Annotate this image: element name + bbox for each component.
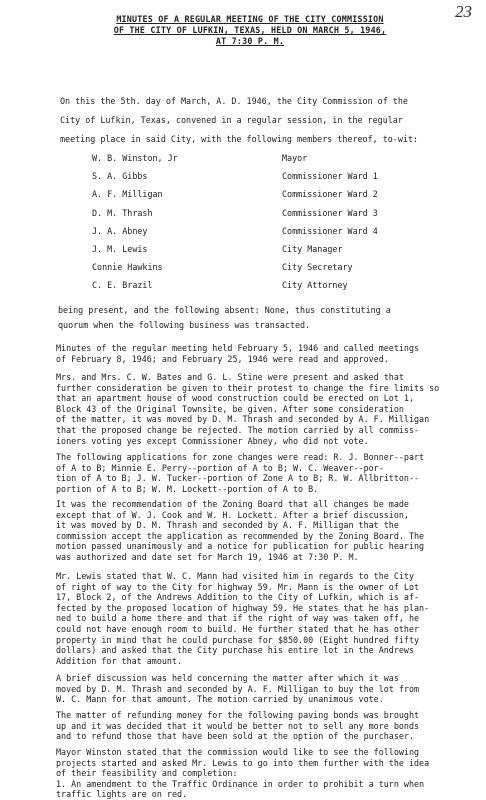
text-line: The following applications for zone changes were read: R. J. Bonner--part — [56, 452, 425, 462]
text-line: motion passed unanimously and a notice for publication for public hearing — [56, 541, 425, 552]
roster-row — [92, 279, 462, 297]
text-line: of February 8, 1946; and February 25, 1946 were read and approved. — [56, 353, 389, 364]
member-title: Mayor — [282, 153, 308, 163]
text-line: dollars) and asked that the City purchase his entire lot in the Andrews — [56, 645, 414, 656]
text-line: and to refund those that have been sold at the option of the purchaser. — [56, 731, 414, 742]
heading-line: MINUTES OF A REGULAR MEETING OF THE CITY COMMISSION — [116, 14, 384, 24]
text-line: Mrs. and Mrs. C. W. Bates and G. L. Stine were present and asked that — [56, 372, 404, 382]
member-title: City Attorney — [282, 280, 348, 291]
text-line: Addition for that amount. — [56, 655, 183, 666]
text-line: On this the 5th. day of March, A. D. 1946, the City Commission of the — [60, 96, 408, 106]
text-line: was authorized and date set for March 19, 1946 at 7:30 P. M. — [56, 551, 359, 562]
minutes-approval-paragraph — [56, 343, 474, 364]
text-line: except that of W. J. Cook and W. H. Lockett. After a brief discussion, — [56, 509, 409, 520]
text-line: ned to build a home there and that if the right of way was taken off, he — [56, 613, 420, 624]
heading-line: OF THE CITY OF LUFKIN, TEXAS, HELD ON MARCH 5, 1946, — [113, 25, 387, 35]
member-name: A. F. Milligan — [92, 189, 163, 200]
text-line: Block 43 of the Original Townsite, be given. After some consideration — [56, 403, 404, 414]
roster-row — [92, 243, 462, 261]
member-name: S. A. Gibbs — [92, 171, 148, 182]
heading-line: AT 7:30 P. M. — [215, 36, 285, 46]
lot-purchase-paragraph — [56, 673, 474, 705]
minutes-heading — [60, 14, 440, 47]
projects-paragraph — [56, 747, 474, 800]
text-line: Mayor Winston stated that the commission would like to see the following — [56, 747, 420, 757]
text-line: quorum when the following business was transacted. — [58, 320, 311, 330]
text-line: could not have enough room to build. He further stated that he has other — [56, 623, 420, 634]
member-title: Commissioner Ward 4 — [282, 225, 378, 236]
member-name: C. E. Brazil — [92, 280, 153, 291]
member-title: City Manager — [282, 243, 343, 254]
text-line: commission accept the application as recommended by the Zoning Board. The — [56, 530, 425, 541]
text-line: Mr. Lewis stated that W. C. Mann had visited him in regards to the City — [56, 571, 414, 581]
member-title: Commissioner Ward 2 — [282, 189, 378, 200]
text-line: tion of A to B; J. W. Tucker--portion of Zone A to B; R. W. Allbritton-- — [56, 473, 420, 484]
text-line: traffic lights are on red. — [56, 789, 188, 800]
member-title: Commissioner Ward 3 — [282, 207, 378, 218]
text-line: Minutes of the regular meeting held February 5, 1946 and called meetings — [56, 343, 420, 353]
text-line: it was moved by D. M. Thrash and seconded by A. F. Milligan that the — [56, 520, 399, 531]
roster-row — [92, 225, 462, 243]
zone-applications-paragraph — [56, 452, 474, 494]
text-line: of A to B; Minnie E. Perry--portion of A to B; W. C. Weaver--por- — [56, 462, 384, 473]
text-line: It was the recommendation of the Zoning Board that all changes be made — [56, 499, 409, 509]
roster-row — [92, 152, 462, 170]
text-line: of the matter, it was moved by D. M. Thrash and seconded by A. F. Milligan — [56, 414, 430, 425]
paving-bonds-paragraph — [56, 710, 474, 742]
roster-row — [92, 188, 462, 206]
text-line: of right of way to the City for highway 59. Mr. Mann is the owner of Lot — [56, 581, 420, 592]
text-line: 1. An amendment to the Traffic Ordinance in order to prohibit a turn when — [56, 778, 425, 789]
intro-paragraph — [60, 92, 478, 149]
text-line: W. C. Mann for that amount. The motion carried by unanimous vote. — [56, 694, 384, 705]
text-line: fected by the proposed location of highway 59. He states that he has plan- — [56, 602, 430, 613]
text-line: that the proposed change be rejected. The motion carried by all commiss- — [56, 424, 420, 435]
roster-row — [92, 261, 462, 279]
member-name: W. B. Winston, Jr — [92, 153, 178, 163]
member-name: D. M. Thrash — [92, 207, 153, 218]
text-line: that an apartment house of wood construction could be erected on Lot 1, — [56, 393, 414, 404]
text-line: being present, and the following absent: None, thus constituting a — [58, 305, 391, 315]
text-line: of their feasibility and completion: — [56, 768, 238, 779]
text-line: property in mind that he could purchase for $850.00 (Eight hundred fifty — [56, 634, 420, 645]
member-name: Connie Hawkins — [92, 262, 163, 273]
text-line: 17, Block 2, of the Andrews Addition to the City of Lufkin, which is af- — [56, 592, 420, 603]
text-line: up and it was decided that it would be better not to sell any more bonds — [56, 720, 420, 731]
text-line: further consideration be given to their protest to change the fire limits so — [56, 382, 440, 393]
text-line: meeting place in said City, with the following members thereof, to-wit: — [60, 134, 418, 144]
member-name: J. M. Lewis — [92, 243, 148, 254]
text-line: The matter of refunding money for the following paving bonds was brought — [56, 710, 420, 720]
member-title: Commissioner Ward 1 — [282, 171, 378, 182]
roster-row — [92, 170, 462, 188]
zoning-board-paragraph — [56, 499, 474, 563]
right-of-way-paragraph — [56, 571, 474, 666]
fire-limits-paragraph — [56, 372, 474, 446]
text-line: moved by D. M. Thrash and seconded by A. F. Milligan to buy the lot from — [56, 683, 420, 694]
page-number: 23 — [455, 2, 472, 21]
text-line: City of Lufkin, Texas, convened in a regular session, in the regular — [60, 115, 403, 125]
roster-row — [92, 207, 462, 225]
quorum-paragraph — [58, 303, 476, 333]
text-line: portion of A to B; W. M. Lockett--portion of A to B. — [56, 483, 319, 494]
attendance-roster — [92, 152, 462, 298]
member-name: J. A. Abney — [92, 225, 148, 236]
text-line: projects started and asked Mr. Lewis to go into them further with the idea — [56, 757, 430, 768]
text-line: ioners voting yes except Commissioner Abney, who did not vote. — [56, 435, 369, 446]
text-line: A brief discussion was held concerning the matter after which it was — [56, 673, 399, 683]
member-title: City Secretary — [282, 262, 353, 273]
